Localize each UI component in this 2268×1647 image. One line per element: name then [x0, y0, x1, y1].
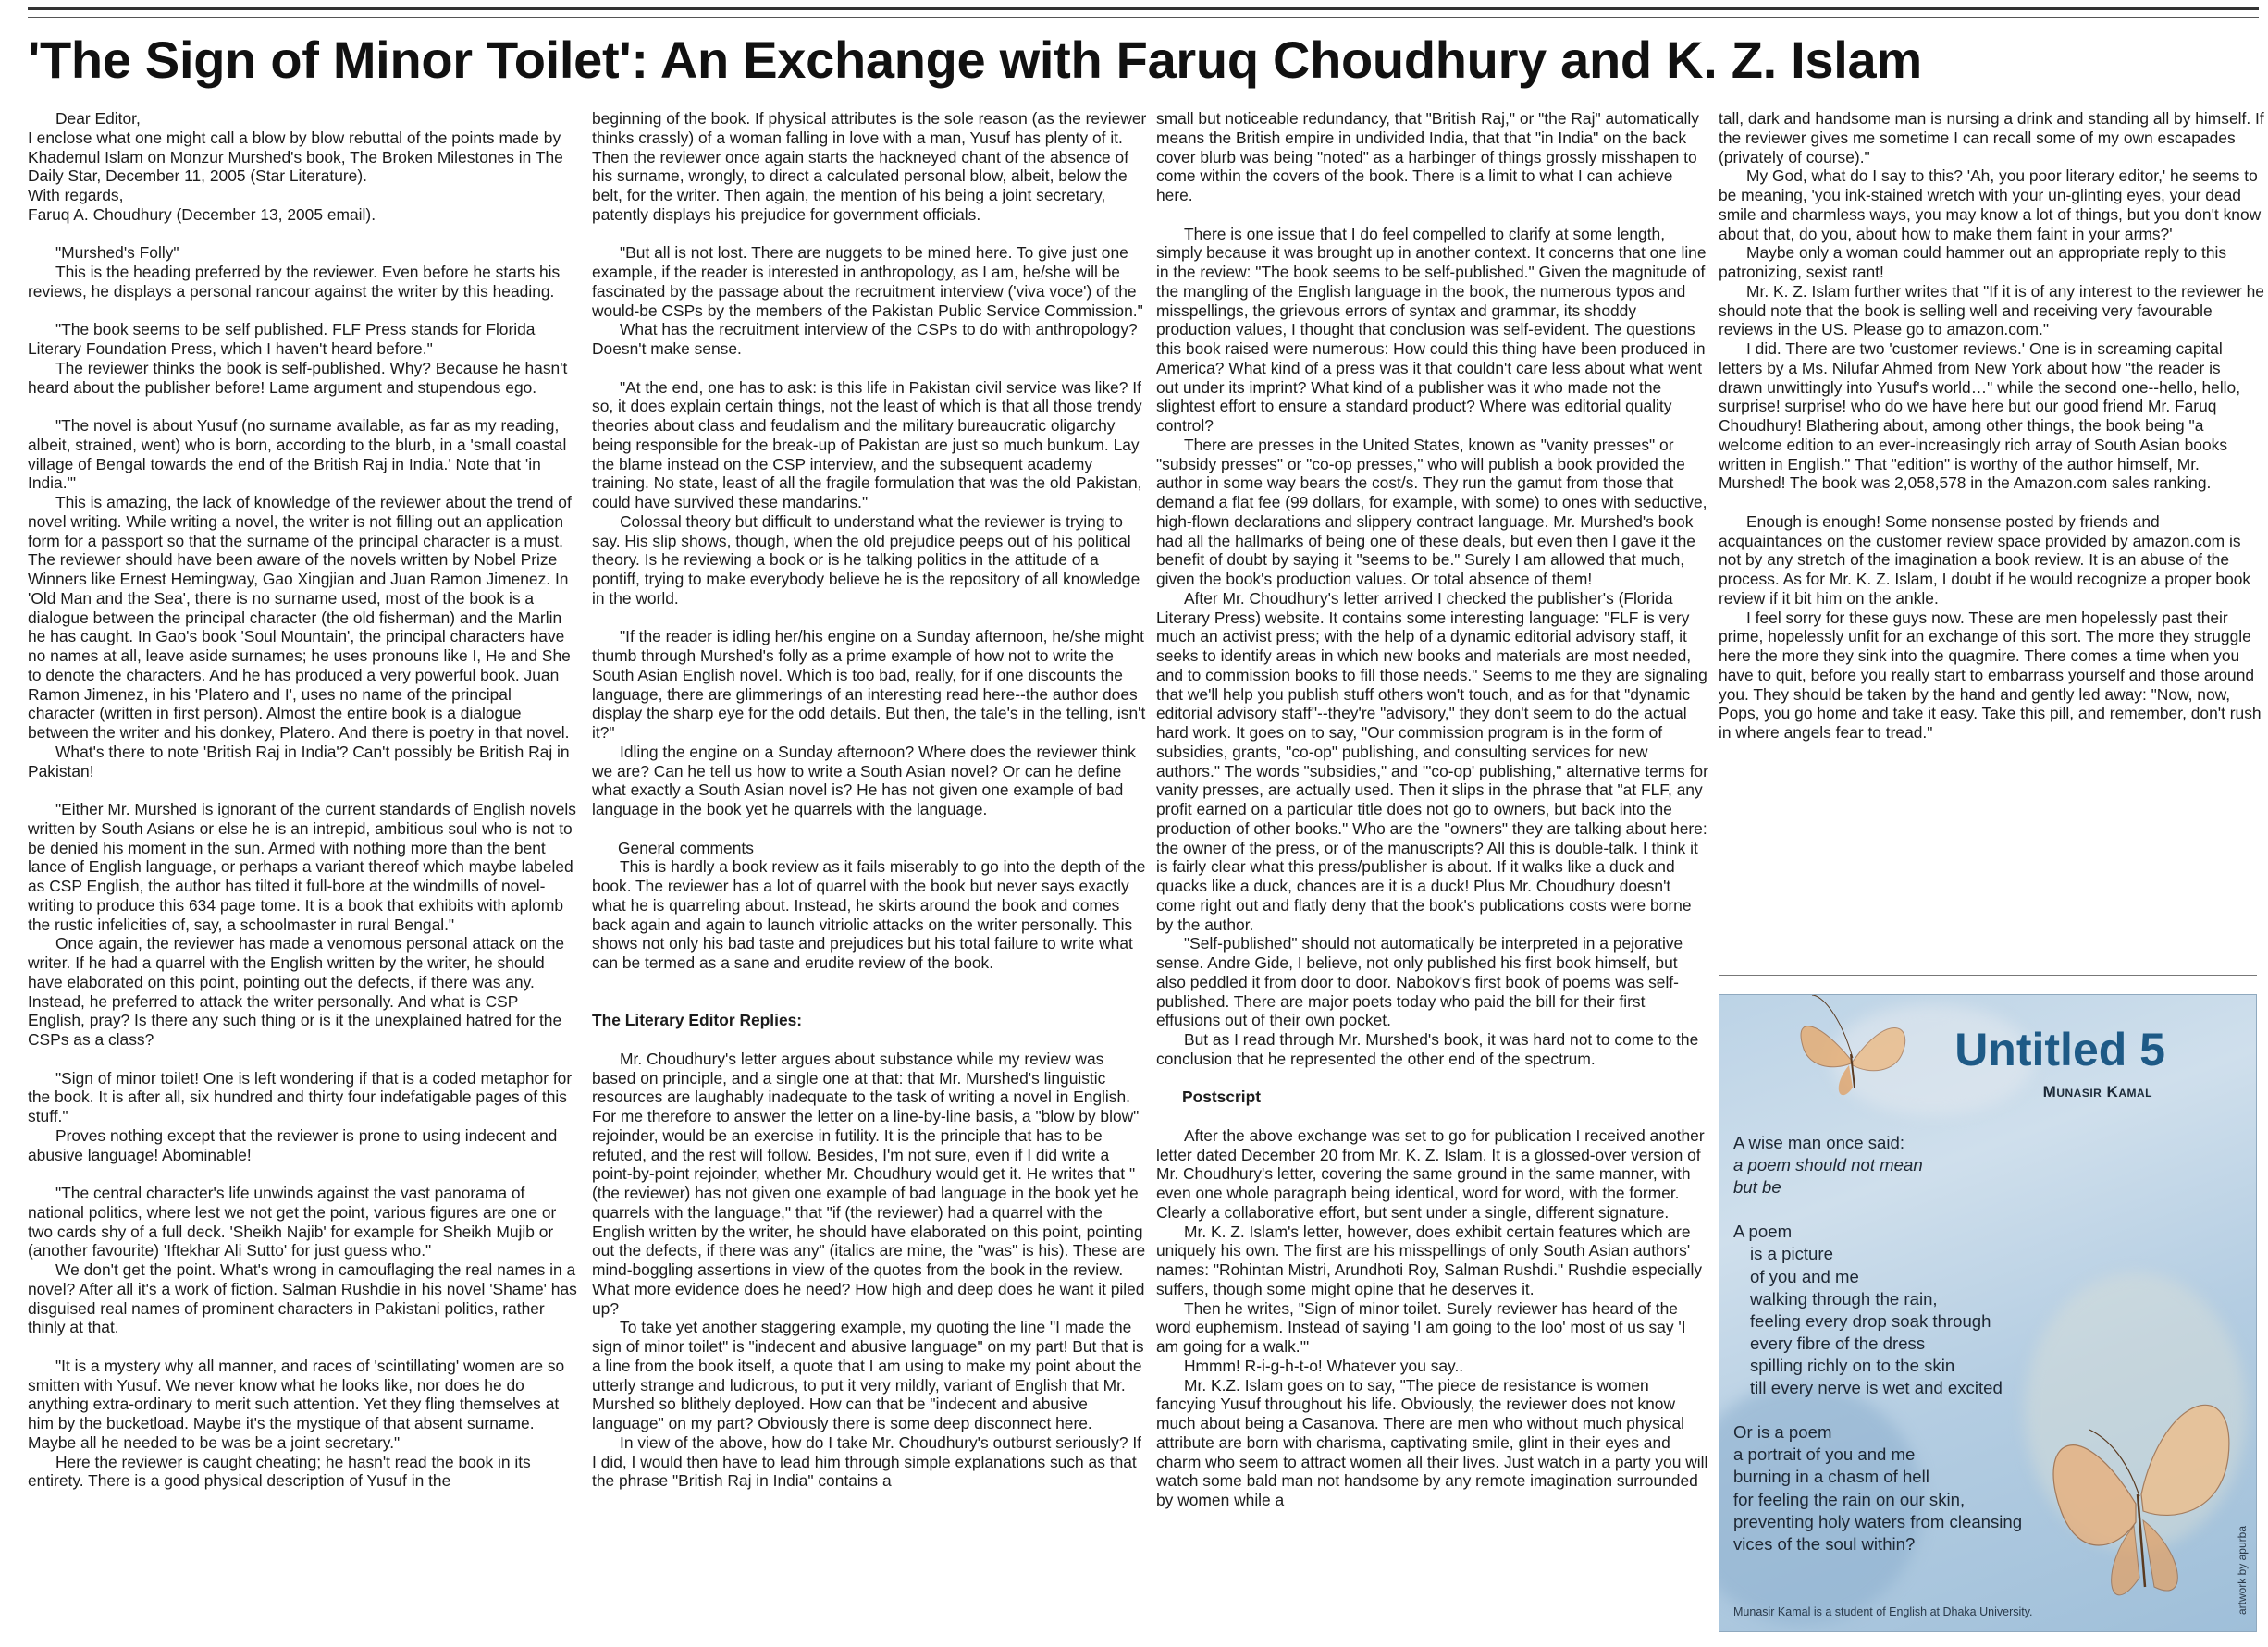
paragraph: "The book seems to be self published. FLF Press stands for Florida Literary Foundation Press, which I haven't heard before." [28, 320, 536, 358]
paragraph: "The central character's life unwinds against the vast panorama of national politics, where lest we not get the point, various figures are one or two cards shy of a full deck. 'Sheikh Najib' for example for Sheikh Mujib or (another favourite) 'Iftekhar Ali Sutto' for just guess who." [28, 1184, 557, 1260]
article-column-4 [1719, 109, 2264, 941]
paragraph: Maybe only a woman could hammer out an appropriate reply to this patronizing, sexist rant! [1719, 243, 2227, 281]
poem-line: Or is a poem [1733, 1422, 1832, 1443]
article-column-3 [1156, 109, 1711, 1626]
paragraph-gap [592, 992, 1147, 1012]
paragraph: Enough is enough! Some nonsense posted by friends and acquaintances on the customer review space provided by amazon.com is not by any stretch of the imagination a book review. It is an abuse of the process. As for Mr. K. Z. Islam, I doubt if he would recognize a proper book review if it bit him on the ankle. [1719, 511, 2251, 608]
paragraph: "But all is not lost. There are nuggets to be mined here. To give just one example, if the reader is interested in anthropology, as I am, he/she will be fascinated by the passage about the recruitment interview ('viva voce') of the would-be CSPs by the members of the Pakistan Public Service Commission." [592, 243, 1143, 320]
paragraph: After Mr. Choudhury's letter arrived I checked the publisher's (Florida Literary Press) website. It contains some interesting language: "FLF is very much an activist press; with the help of a dynamic editorial advisory staff, it seeks to identify areas in which new books and materials are most needed, and to commission books to fill those needs." Seems to me they are signaling that we'll help you publish stuff others won't touch, and as for that "dynamic editorial advisory staff"--they're "advisory," they don't seem to do the actual hard work. It goes on to say, "Our commission program is in the form of subsidies, grants, "co-op" publishing, and consulting services for new authors." The words "subsidies," and '"co-op' publishing," alternative terms for vanity presses, are actually used. Then it slips in the phrase that "at FLF, any profit earned on a particular title does not go to owners, but back into the production of other books." Who are the "owners" they are talking about here: the owner of the press, or of the manuscripts? All this is double-talk. I think it is fairly clear what this press/publisher is about. If it walks like a duck and quacks like a duck, chances are it is a duck! Plus Mr. Choudhury doesn't come right out and flatly deny that the book's publications costs were borne by the author. [1156, 588, 1708, 934]
top-rule-thin [28, 17, 2259, 18]
paragraph: The reviewer thinks the book is self-published. Why? Because he hasn't heard about the publisher before! Lame argument and stupendous ego. [28, 358, 568, 397]
paragraph: We don't get the point. What's wrong in camouflaging the real names in a novel? After all it's a work of fiction. Salman Rushdie in his novel 'Shame' has disguised real names of prominent characters in Pakistani politics, rather thinly at that. [28, 1260, 577, 1337]
paragraph: Then he writes, "Sign of minor toilet. Surely reviewer has heard of the word euphemism. Instead of saying 'I am going to the loo' most of us say 'I am going for a walk.'" [1156, 1298, 1686, 1356]
paragraph: Colossal theory but difficult to understand what the reviewer is trying to say. His slip shows, though, when the old prejudice peeps out of his political theory. Is he reviewing a book or is he talking politics in the attitude of a pontiff, trying to make everybody believe he is the repository of all knowledge in the world. [592, 511, 1140, 608]
poem-line: a poem should not mean [1733, 1155, 1923, 1175]
article-headline: 'The Sign of Minor Toilet': An Exchange with Faruq Choudhury and K. Z. Islam [28, 31, 1922, 89]
paragraph: In view of the above, how do I take Mr. Choudhury's outburst seriously? If I did, I would then have to lead him through simple explanations such as that the phrase "British Raj in India" contains a [592, 1432, 1141, 1491]
poem-line: vices of the soul within? [1733, 1533, 1916, 1554]
section-heading: The Literary Editor Replies: [592, 1011, 803, 1030]
paragraph: tall, dark and handsome man is nursing a drink and standing all by himself. If the reviewer gives me sometime I can recall some of my own escapades (privately of course)." [1719, 109, 2264, 166]
paragraph: Mr. K.Z. Islam goes on to say, "The piece de resistance is women fancying Yusuf throughout his life. Obviously, the reviewer does not know much about being a Casanova. There are men who without much physical attribute are born with charisma, captivating smile, glint in their eyes and charm who seem to attract women all their lives. Just watch in a party you will watch some bald man not handsome by any remote imagination surrounded by women while a [1156, 1375, 1708, 1509]
paragraph-gap [1156, 205, 1711, 225]
poem-line: feeling every drop soak through [1750, 1310, 1991, 1331]
paragraph-gap [592, 225, 1147, 244]
poem-line: A poem [1733, 1222, 1793, 1242]
paragraph-gap [592, 359, 1147, 378]
stanza-break [1733, 1399, 2159, 1421]
paragraph: My God, what do I say to this? 'Ah, you poor literary editor,' he seems to be meaning, 'you ink-stained wretch with your un-glinting eyes, your dead smile and charmless ways, you may know a lot of things, but you don't know about that, do you, about how to make them faint in your arms?' [1719, 166, 2262, 243]
poem-line: of you and me [1750, 1266, 1859, 1286]
poem-footnote: Munasir Kamal is a student of English at Dhaka University. [1733, 1605, 2033, 1618]
paragraph: "Self-published" should not automatically be interpreted in a pejorative sense. Andre Gide, I believe, not only published his first book himself, but also peddled it from door to door. Nabokov's first book of poems was self-published. There are major poets today who paid the bill for their first effusions out of their own pocket. [1156, 934, 1683, 1030]
poem-line: till every nerve is wet and excited [1750, 1378, 2003, 1398]
paragraph-gap [28, 780, 578, 800]
paragraph: Once again, the reviewer has made a venomous personal attack on the writer. If he had a quarrel with the English written by the writer, he should have elaborated on this point, pointing out the defects, if there was any. Instead, he preferred to attack the writer personally. And what is CSP English, pray? Is there any such thing or is it the unexplained hatred for the CSPs as a class? [28, 934, 565, 1049]
paragraph-gap [1156, 1069, 1711, 1088]
paragraph: There are presses in the United States, known as "vanity presses" or "subsidy presses" or "co-op presses," who will publish a book provided the author in some way bears the cost/s. They run the gamut from those that demand a flat fee (99 dollars, for example, with some) to ones with seductive, high-flown declarations and slippery contract language. Mr. Murshed's book had all the hallmarks of being one of these deals, but even then I gave it the benefit of doubt by saying it "seems to be." Surely I am allowed that much, given the book's production values. Or total absence of them! [1156, 435, 1707, 588]
paragraph: "Sign of minor toilet! One is left wondering if that is a coded metaphor for the book. It is after all, six hundred and thirty four indefatigable pages of this stuff." [28, 1068, 573, 1125]
paragraph: This is hardly a book review as it fails miserably to go into the depth of the book. The reviewer has a lot of quarrel with the book but never says exactly what he is quarreling about. Instead, he skirts around the book and comes back again and again to launch vitriolic attacks on the writer personally. This shows not only his bad taste and prejudices but his total failure to write what can be termed as a sane and erudite review of the book. [592, 857, 1146, 972]
paragraph-gap [592, 819, 1147, 839]
poem-line: walking through the rain, [1750, 1288, 1938, 1309]
paragraph: I did. There are two 'customer reviews.' One is in screaming capital letters by a Ms. Nilufar Ahmed from New York about how "the reader is drawn unwittingly into Yusuf's world…" while the second one--hello, hello, surprise! surprise! who do we have here but our good friend Mr. Faruq Choudhury! Blathering about, among other things, the book being "a welcome edition to an ever-increasingly rich array of South Asian books written in English." That "edition" is worthy of the author himself, Mr. Murshed! The book was 2,058,578 in the Amazon.com sales ranking. [1719, 339, 2241, 493]
paragraph: There is one issue that I do feel compelled to clarify at some length, simply because it was brought up in another context. It concerns that one line in the review: "The book seems to be self-published." Given the magnitude of the mangling of the English language in the book, the numerous typos and misspellings, the grievous errors of syntax and grammar, its shoddy production values, I thought that conclusion was self-evident. The questions this book raised were numerous: How could this thing have been produced in America? What kind of a press was it that couldn't care less about what went out under its imprint? What kind of a publisher was it who made not the slightest effort to ensure a standard product? Where was editorial quality control? [1156, 224, 1707, 435]
paragraph: What has the recruitment interview of the CSPs to do with anthropology? Doesn't make sense. [592, 320, 1138, 358]
paragraph: With regards, [28, 186, 124, 204]
paragraph: Here the reviewer is caught cheating; he hasn't read the book in its entirety. There is a good physical description of Yusuf in the [28, 1452, 531, 1491]
section-heading: Postscript [1182, 1088, 1262, 1107]
paragraph-gap [28, 1050, 578, 1069]
paragraph: This is the heading preferred by the reviewer. Even before he starts his reviews, he displays a personal rancour against the writer by this heading. [28, 263, 561, 301]
poem-line: spilling richly on to the skin [1750, 1355, 1955, 1375]
paragraph: Mr. K. Z. Islam's letter, however, does exhibit certain features which are uniquely his own. The first are his misspellings of only South Asian authors' names: "Rohintan Mistri, Arundhoti Roy, Salman Rushdi." Rushdie especially suffers, though some might opine that he deserves it. [1156, 1222, 1703, 1298]
paragraph: Idling the engine on a Sunday afternoon? Where does the reviewer think we are? Can he tell us how to write a South Asian novel? Or can he define what exactly a South Asian novel is? He has not given one example of bad language in the book yet he quarrels with the language. [592, 742, 1136, 818]
poem-title: Untitled 5 [1954, 1024, 2165, 1075]
paragraph: To take yet another staggering example, my quoting the line "I made the sign of minor toilet" is "indecent and abusive language" on my part! But that is a line from the book itself, a quote that I am using to make my point about the utterly strange and ludicrous, to put it very mildly, variant of English that Mr. Murshed so blithely deployed. How can that be "indecent and abusive language" on my part? Obviously there is some deep disconnect here. [592, 1318, 1144, 1432]
paragraph: Proves nothing except that the reviewer is prone to using indecent and abusive language! Abominable! [28, 1125, 558, 1164]
paragraph: beginning of the book. If physical attributes is the sole reason (as the reviewer thinks crassly) of a woman falling in love with a man, Yusuf has plenty of it. Then the reviewer once again starts the hackneyed chant of the absence of his surname, wrongly, to direct a calculated personal blow, albeit, below the belt, for the writer. Then again, the mention of his being a joint secretary, patently displays his prejudice for government officials. [592, 109, 1147, 224]
paragraph: "If the reader is idling her/his engine on a Sunday afternoon, he/she might thumb through Murshed's folly as a prime example of how not to write the South Asian English novel. Which is too bad, really, for if one discounts the language, there are glimmerings of an interesting read here--the author does display the sharp eye for the odd details. But then, the tale's in the telling, isn't it?" [592, 627, 1146, 742]
poem-line: burning in a chasm of hell [1733, 1467, 1929, 1487]
paragraph: Faruq A. Choudhury (December 13, 2005 email). [28, 204, 376, 224]
article-column-2 [592, 109, 1147, 1626]
paragraph-gap [28, 225, 578, 244]
poem-line: a portrait of you and me [1733, 1444, 1916, 1465]
article-column-1 [28, 109, 578, 1626]
paragraph: I feel sorry for these guys now. These are men hopelessly past their prime, hopelessly unfit for an exchange of this sort. The more they struggle here the more they sink into the quagmire. There comes a time when you have to quit, before you really start to embarrass yourself and those around you. They should be taken by the hand and gently led away: "Now, now, Pops, you go home and take it easy. Take this pill, and remember, don't rush in where angels fear to tread." [1719, 608, 2262, 742]
poem-line: but be [1733, 1177, 1781, 1198]
paragraph: Hmmm! R-i-g-h-t-o! Whatever you say.. [1184, 1356, 1464, 1375]
paragraph: small but noticeable redundancy, that "British Raj," or "the Raj" automatically means the British empire in undivided India, that that "in India" on the back cover blurb was being "noted" as a harbinger of things grossly misshapen to come within the covers of the book. There is a limit to what I can achieve here. [1156, 109, 1699, 204]
butterfly-top-icon [1784, 995, 1923, 1134]
poem-author: Munasir Kamal [2042, 1083, 2152, 1100]
paragraph: What's there to note 'British Raj in India'? Can't possibly be British Raj in Pakistan! [28, 742, 570, 780]
paragraph-gap [1719, 493, 2264, 512]
paragraph: Mr. Choudhury's letter argues about substance while my review was based on principle, and a single one at that: that Mr. Murshed's linguistic resources are laughably inadequate to the task of writing a novel in English. For me therefore to answer the letter on a line-by-line basis, a "blow by blow" rejoinder, would be an exercise in futility. It is the principle that has to be refuted, and the rest will follow. Besides, I'm not sure, even if I did write a point-by-point rejoinder, whether Mr. Choudhury would get it. He writes that "(the reviewer) has not given one example of bad language in the book yet he quarrels with the language," that "if (the reviewer) had a quarrel with the English written by the writer, he should have elaborated on this point, pointing out the defects, if there was any" (italics are mine, the "was" is his). These are mind-boggling assertions in view of the quotes from the book in the review. What more evidence does he need? How high and deep does he want it piled up? [592, 1049, 1146, 1318]
paragraph: "Murshed's Folly" [55, 243, 179, 263]
paragraph-gap [28, 301, 578, 321]
paragraph: "Either Mr. Murshed is ignorant of the current standards of English novels written by South Asians or else he is an intrepid, ambitious soul who is not to be denied his moment in the sun. Armed with nothing more than the bent lance of English language, or perhaps a variant thereof which maybe labeled as CSP English, the author has tilted it full-bore at the windmills of novel-writing to produce this 634 page tome. It is a book that exhibits with aplomb the rustic infelicities of, say, a schoolmaster in rural Bengal." [28, 800, 576, 934]
paragraph-gap [592, 1030, 1147, 1050]
paragraph-gap [1156, 1107, 1711, 1126]
paragraph: "At the end, one has to ask: is this life in Pakistan civil service was like? If so, it does explain certain things, not the least of which is that all those trendy theories about class and feudalism and the military bureaucratic oligarchy being responsible for the break-up of Pakistan are just so much bunkum. Lay the blame instead on the CSP interview, and the subsequent academy training. No state, least of all the fragile formulation that was the old Pakistan, could have survived these mandarins." [592, 377, 1142, 511]
poem-divider [1719, 975, 2257, 976]
poem-box [1719, 994, 2257, 1632]
poem-body [1733, 1132, 2159, 1555]
poem-line: preventing holy waters from cleansing [1733, 1511, 2023, 1531]
poem-line: A wise man once said: [1733, 1133, 1905, 1152]
paragraph: "The novel is about Yusuf (no surname available, as far as my reading, albeit, strained, went) who is born, according to the blurb, in a 'small coastal village of Bengal towards the end of the British Raj in India.' Note that 'in India.'" [28, 416, 567, 493]
stanza-break [1733, 1198, 2159, 1221]
paragraph: I enclose what one might call a blow by blow rebuttal of the points made by Khademul Islam on Monzur Murshed's book, The Broken Milestones in The Daily Star, December 11, 2005 (Star Literature). [28, 128, 563, 186]
paragraph: After the above exchange was set to go for publication I received another letter dated December 20 from Mr. K. Z. Islam. It is a glossed-over version of Mr. Choudhury's letter, covering the same ground in the same manner, with even one whole paragraph being identical, word for word, with the former. Clearly a collaborative effort, but sent under a single, different signature. [1156, 1125, 1705, 1222]
paragraph: "It is a mystery why all manner, and races of 'scintillating' women are so smitten with Yusuf. We never know what he looks like, nor does he do anything extra-ordinary to merit such attention. Yet they fling themselves at him by the bucketload. Maybe it's the mystique of that absent surname. Maybe all he needed to be was be a joint secretary." [28, 1356, 565, 1452]
paragraph-gap [592, 608, 1147, 628]
paragraph-gap [592, 973, 1147, 992]
paragraph: This is amazing, the lack of knowledge of the reviewer about the trend of novel writing. While writing a novel, the writer is not filling out an application form for a passport so that the surname of the principal character is a must. The reviewer should have been aware of the novels written by Nobel Prize Winners like Ernest Hemingway, Gao Xingjian and Juan Ramon Jimenez. In 'Old Man and the Sea', there is no surname used, most of the book is a dialogue between the principal character (the old fisherman) and the Marlin he has caught. In Gao's book 'Soul Mountain', the principal characters have no names at all, leave aside surnames; he uses pronouns like I, He and She to denote the characters. And he has produced a very powerful book. Juan Ramon Jimenez, in his 'Platero and I', uses no name of the principal character (written in first person). Almost the entire book is a dialogue between the writer and his donkey, Platero. And there is poetry in that novel. [28, 493, 572, 742]
paragraph-gap [28, 1164, 578, 1184]
paragraph: General comments [618, 838, 754, 857]
paragraph-gap [28, 397, 578, 416]
poem-line: every fibre of the dress [1750, 1333, 1926, 1353]
paragraph: Dear Editor, [55, 109, 141, 128]
paragraph-gap [28, 1337, 578, 1357]
poem-line: for feeling the rain on our skin, [1733, 1489, 1966, 1509]
top-rule [28, 7, 2259, 10]
paragraph: But as I read through Mr. Murshed's book, it was hard not to come to the conclusion that he represented the other end of the spectrum. [1156, 1030, 1699, 1068]
paragraph: Mr. K. Z. Islam further writes that "If it is of any interest to the reviewer he should note that the book is selling well and receiving very favourable reviews in the US. Please go to amazon.com." [1719, 281, 2264, 339]
artwork-credit: artwork by apurba [2236, 1525, 2249, 1615]
poem-line: is a picture [1750, 1244, 1833, 1264]
